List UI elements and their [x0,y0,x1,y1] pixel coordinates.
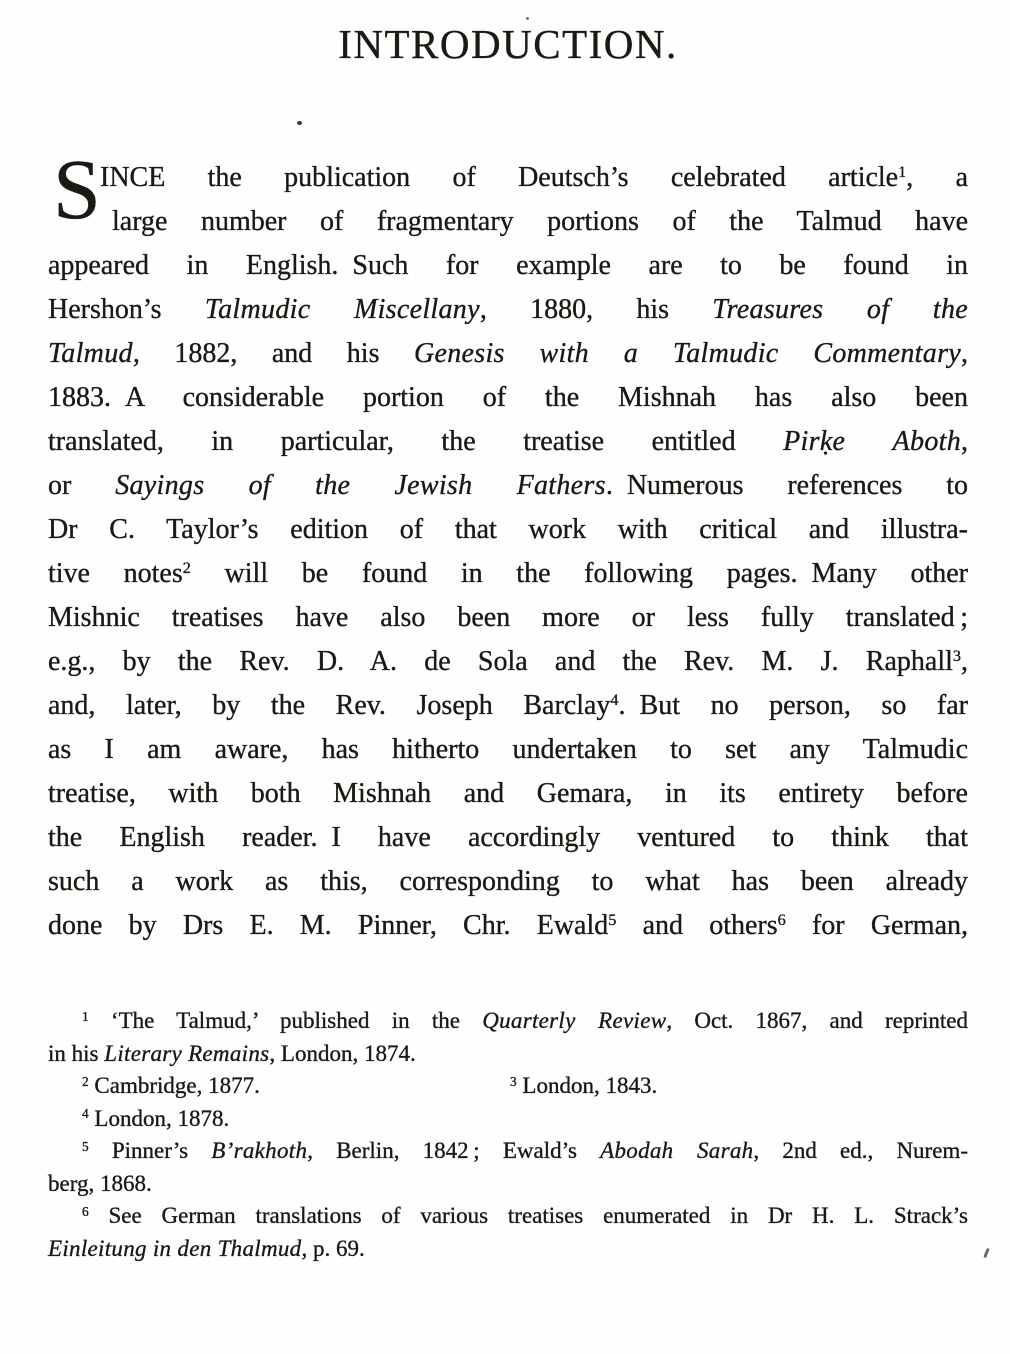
italic-text: Treasures of the [712,294,968,325]
text-run: the English reader. I have accordingly ventured to think that [48,822,968,853]
text-run: in his [48,1040,105,1066]
italic-text: B’rakhoth [211,1138,308,1163]
footnote-line [48,1070,968,1103]
text-run: . Numerous references to [605,470,968,501]
text-run: Mishnic treatises have also been more or less fully translated ; [48,602,968,633]
text-run: for German, [785,910,968,941]
italic-text: Genesis with a Talmudic Commentary [413,338,961,369]
text-run: treatise, with both Mishnah and Gemara, in its entirety before [48,778,968,809]
footnote-3 [510,1070,657,1103]
footnote-line [48,1200,968,1233]
footnote-line [48,1103,968,1136]
text-run: INCE the publication of Deutsch’s celebrated article [100,162,899,193]
footnote-marker: 2 [182,559,191,578]
text-run: Pinner’s [88,1138,212,1163]
scan-artifact-dot [526,17,529,20]
italic-text: Einleitung in den Thalmud [48,1235,302,1261]
footnote-marker: 1 [898,163,907,182]
footnote-line [48,1168,968,1201]
footnote-marker: 2 [82,1073,89,1089]
scan-artifact-dot [297,121,302,125]
text-run: London, 1878. [88,1105,230,1131]
italic-text: Literary Remains [104,1040,270,1066]
text-run: , 2nd ed., Nurem- [753,1138,968,1163]
footnote-marker: 5 [82,1138,89,1154]
italic-text: Quarterly Review [482,1008,667,1033]
body-line [48,596,968,640]
text-run: , Oct. 1867, and reprinted [666,1008,968,1033]
italic-text: Talmud [48,338,133,369]
footnote-line [48,1135,968,1168]
text-run: such a work as this, corresponding to what has been already [48,866,968,897]
body-line [48,772,968,816]
body-line [48,156,968,200]
text-run: tive notes [48,558,183,589]
footnote-2 [48,1073,260,1098]
text-run: as I am aware, has hitherto undertaken to set any Talmudic [48,734,968,765]
text-run: , 1880, his [479,294,713,325]
footnotes [48,1005,968,1265]
footnote-marker: 6 [82,1203,89,1219]
text-run: or [48,470,116,501]
italic-text: Sayings of the Jewish Fathers [115,470,606,501]
text-run: appeared in English. Such for example are to be found in [48,250,968,281]
text-run: , [961,426,969,457]
body-line [48,288,968,332]
footnote-marker: 5 [608,911,617,930]
footnote-marker: 4 [82,1106,89,1122]
text-run: Dr C. Taylor’s edition of that work with critical and illustra- [48,514,968,545]
footnote-marker: 1 [82,1008,89,1024]
text-run: , p. 69. [301,1235,365,1261]
text-run: Cambridge, 1877. [88,1073,260,1098]
text-run: done by Drs E. M. Pinner, Chr. Ewald [48,910,609,941]
text-run: translated, in particular, the treatise entitled [48,426,784,457]
text-run: and, later, by the Rev. Joseph Barclay [48,690,611,721]
text-run: e.g., by the Rev. D. A. de Sola and the Rev. M. J. Raphall [48,646,953,677]
footnote-marker: 4 [610,691,619,710]
text-run: 1883. A considerable portion of the Mishnah has also been [48,382,968,413]
text-run: and others [616,910,778,941]
body-text [48,141,969,948]
footnote-marker: 3 [952,647,961,666]
footnote-marker: 6 [777,911,786,930]
text-run: . But no person, so far [618,690,968,721]
footnote-line [48,1038,968,1071]
text-run: , [961,646,968,677]
body-line [48,860,968,904]
drop-cap: S [53,141,101,237]
body-line [48,816,968,860]
footnote-marker: 3 [510,1073,517,1089]
body-line [48,684,968,728]
text-run: , [961,338,968,369]
body-line [48,464,968,508]
body-line [48,376,968,420]
body-line [48,728,968,772]
footnote-line [48,1005,968,1038]
body-line [48,552,968,596]
text-run: See German translations of various treatises enumerated in Dr H. L. Strack’s [88,1203,968,1228]
text-run: will be found in the following pages. Many other [190,558,968,589]
body-line [48,904,968,948]
text-run: ‘The Talmud,’ published in the [88,1008,483,1033]
text-run: , Berlin, 1842 ; Ewald’s [307,1138,601,1163]
text-run: London, 1843. [516,1073,658,1098]
body-line [48,332,968,376]
italic-text: Pirḳe Aboth [783,426,962,457]
italic-text: Talmudic Miscellany [204,294,480,325]
body-line [48,420,968,464]
page-title: INTRODUCTION. [338,21,678,67]
scan-artifact-mark [983,1248,990,1258]
text-run: Hershon’s [48,294,205,325]
body-line [48,244,968,288]
text-run: , 1882, and his [132,338,414,369]
body-line [48,640,968,684]
text-run: , a [906,162,968,193]
footnote-line [48,1233,968,1266]
body-line [48,508,968,552]
text-run: berg, 1868. [48,1170,152,1196]
text-run: large number of fragmentary portions of the Talmud have [112,206,968,237]
text-run: , London, 1874. [269,1040,416,1066]
italic-text: Abodah Sarah [600,1138,754,1163]
body-line [48,200,968,244]
